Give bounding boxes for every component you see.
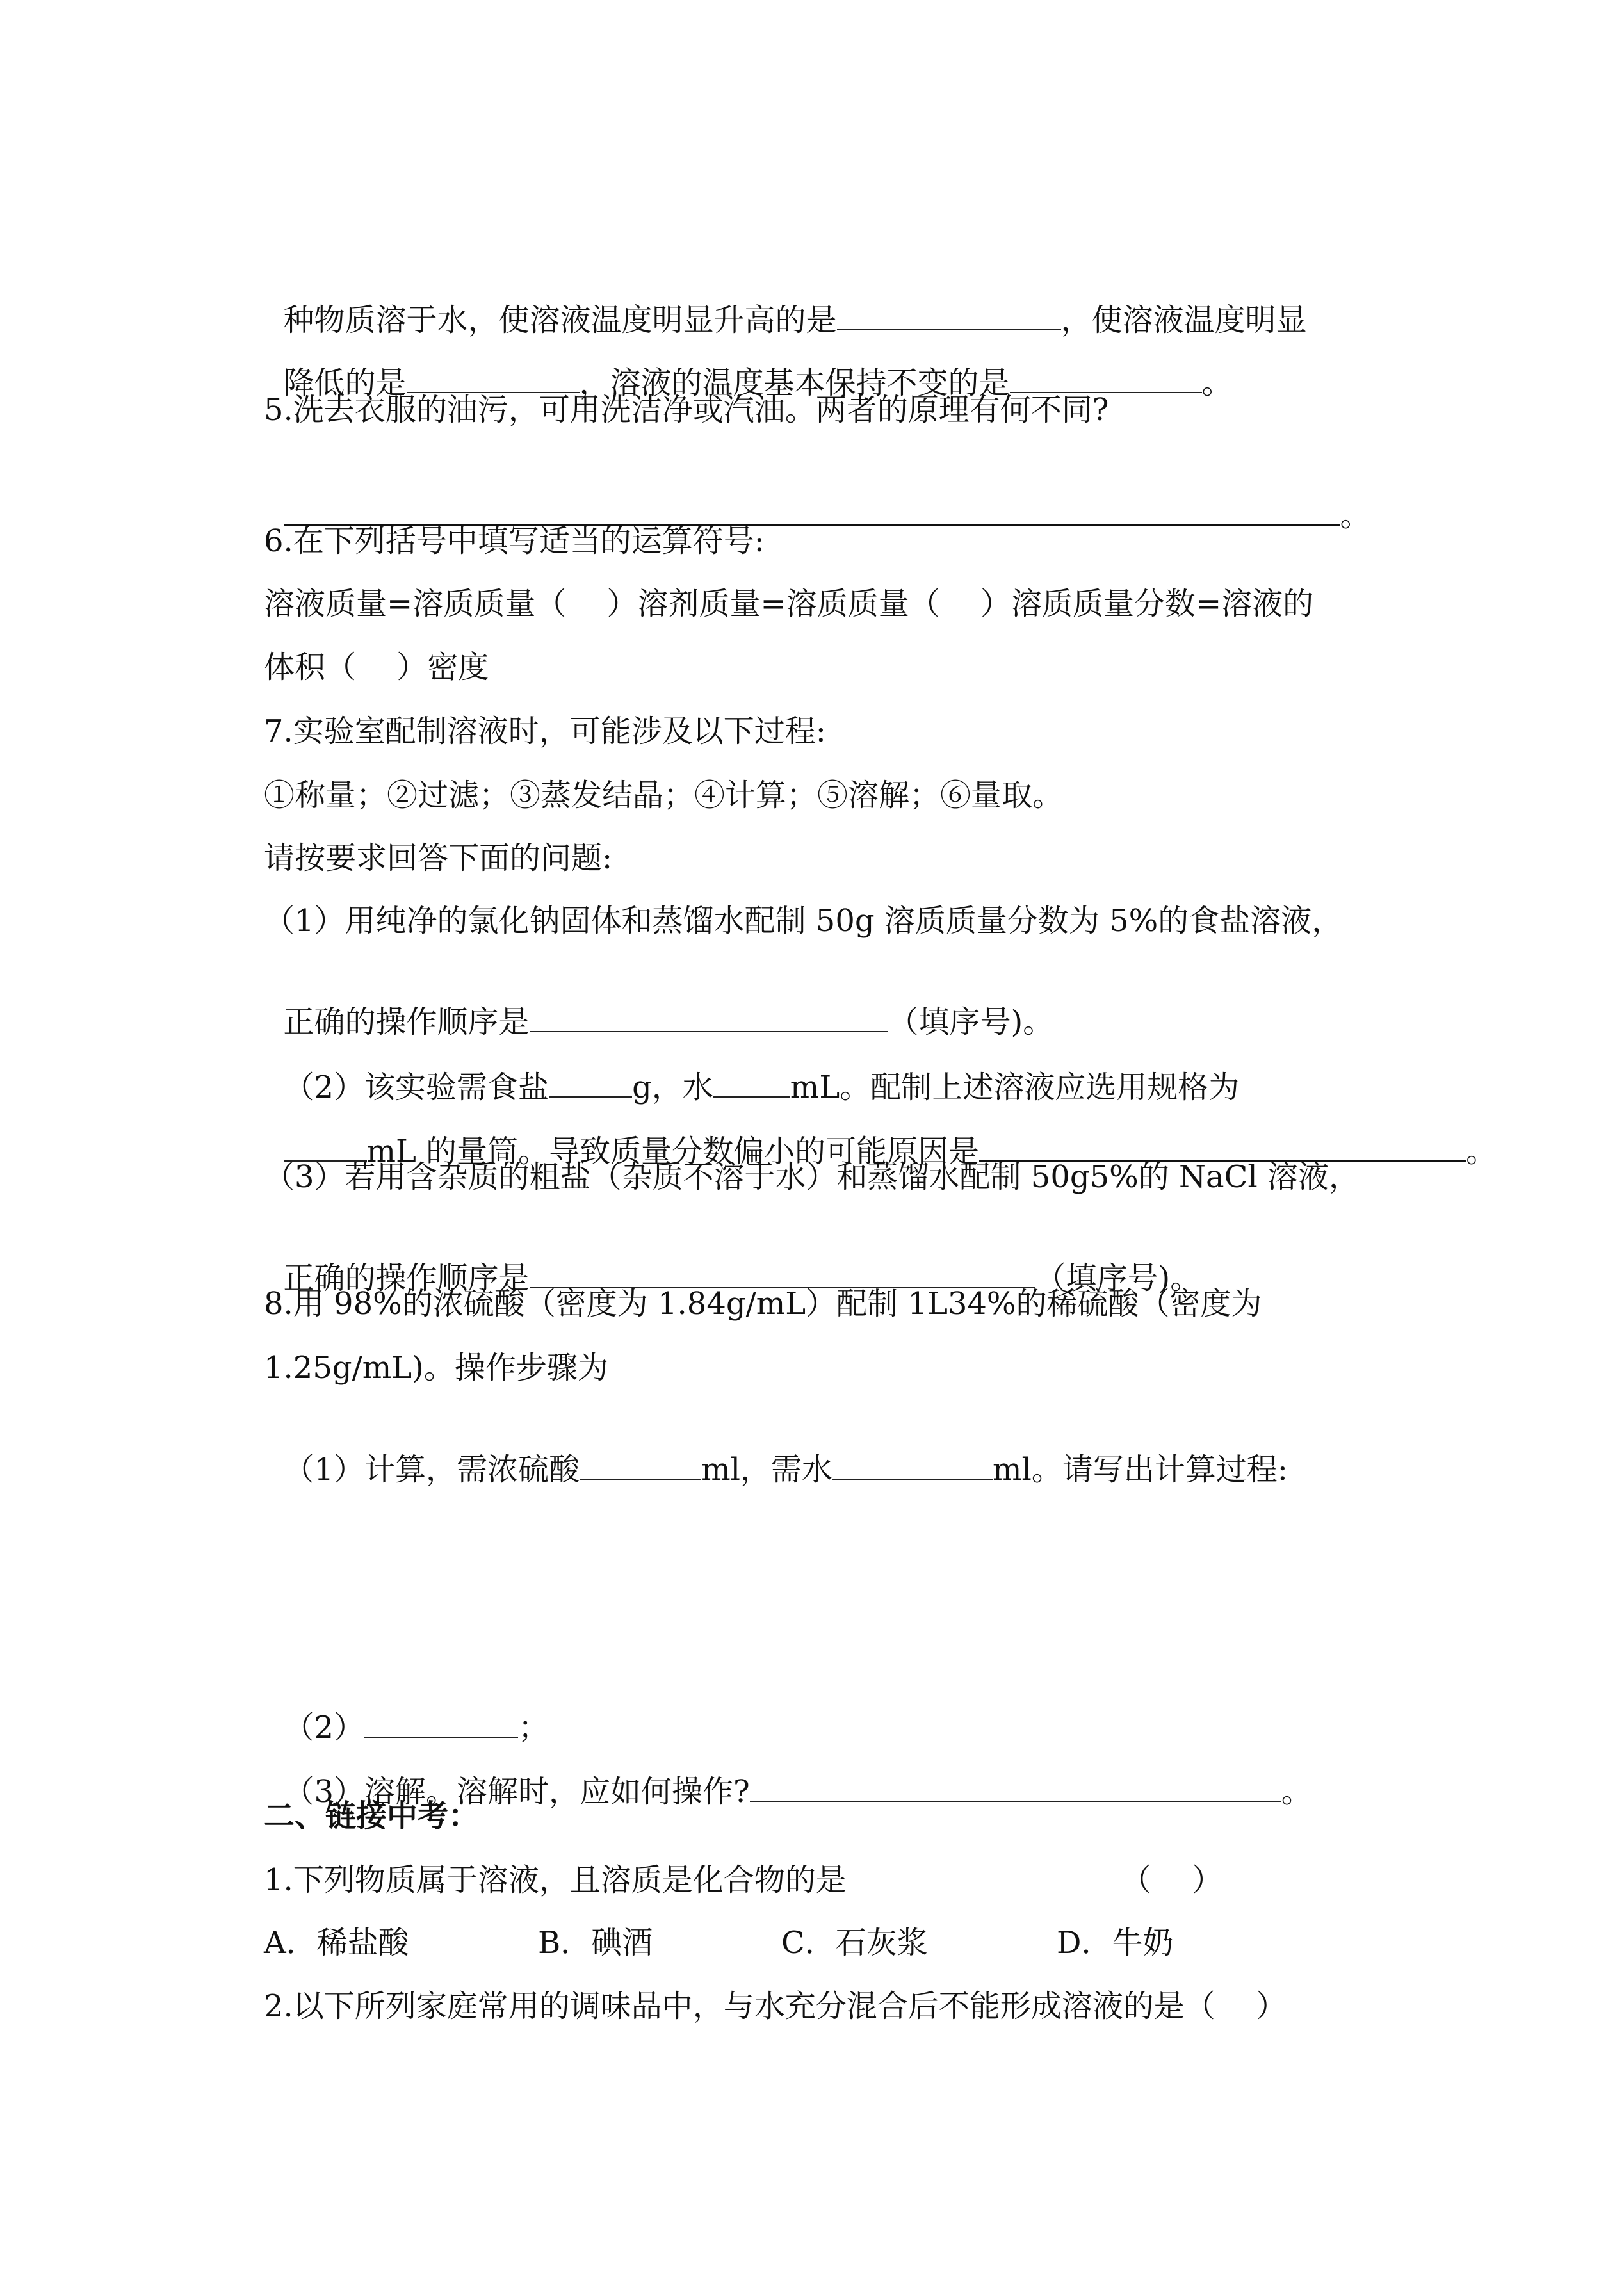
section2-q2: 2.以下所列家庭常用的调味品中，与水充分混合后不能形成溶液的是（ ） — [264, 1988, 1287, 2024]
q8-part1 — [264, 1412, 1288, 1489]
q8-part3-text: （3）溶解。溶解时，应如何操作? — [283, 1774, 750, 1810]
q4-text-b: ，使溶液温度明显 — [1060, 302, 1307, 338]
q7-part2-text-c: mL。配制上述溶液应选用规格为 — [790, 1069, 1240, 1105]
q7-part2-text-d: mL 的量筒。导致质量分数偏小的可能原因是 — [366, 1133, 980, 1169]
q6-line-2: 体积（ ）密度 — [264, 649, 489, 685]
q7-part1-end: （填序号)。 — [888, 1004, 1054, 1040]
q8-water-blank[interactable] — [832, 1453, 993, 1480]
q5-end: 。 — [1340, 498, 1371, 533]
q7-part3-text: 正确的操作顺序是 — [283, 1260, 530, 1296]
q7-question: 7.实验室配制溶液时，可能涉及以下过程: — [264, 713, 826, 749]
q7-part1-line1: （1）用纯净的氯化钠固体和蒸馏水配制 50g 溶质质量分数为 5%的食盐溶液， — [264, 903, 1343, 939]
section2-q1-option-c[interactable]: C．石灰浆 — [781, 1925, 928, 1961]
q8-line-2: 1.25g/mL)。操作步骤为 — [264, 1350, 608, 1386]
q8-part1-text-b: ml，需水 — [701, 1452, 832, 1488]
q6-line-1: 溶液质量=溶质质量（ ）溶剂质量=溶质质量（ ）溶质质量分数=溶液的 — [264, 586, 1314, 622]
q8-part2-text: （2） — [283, 1710, 365, 1746]
q8-part1-text-c: ml。请写出计算过程: — [992, 1452, 1288, 1488]
section2-q1: 1.下列物质属于溶液，且溶质是化合物的是 — [264, 1862, 847, 1898]
q8-dissolve-blank[interactable] — [750, 1775, 1281, 1802]
section2-q1-option-a[interactable]: A．稀盐酸 — [264, 1925, 409, 1961]
q4-blank-constant[interactable] — [1010, 366, 1202, 393]
q8-part2-end: ； — [518, 1710, 549, 1746]
q8-acid-blank[interactable] — [580, 1453, 701, 1480]
q7-part2-text-b: g，水 — [632, 1069, 713, 1105]
q8-line-1: 8.用 98%的浓硫酸（密度为 1.84g/mL）配制 1L34%的稀硫酸（密度为 — [264, 1286, 1262, 1322]
q4-text-e: 。 — [1201, 365, 1233, 401]
q8-part3-end: 。 — [1281, 1774, 1312, 1810]
section2-q1-answer-paren[interactable]: （ ） — [1121, 1862, 1223, 1898]
q6-question: 6.在下列括号中填写适当的运算符号: — [264, 523, 765, 559]
section2-q1-option-b[interactable]: B．碘酒 — [538, 1925, 653, 1961]
q7-part1-text: 正确的操作顺序是 — [283, 1004, 530, 1040]
q7-part3-end: （填序号)。 — [1035, 1260, 1201, 1296]
q4-blank-cool[interactable] — [407, 366, 580, 393]
q4-text-d: ，溶液的温度基本保持不变的是 — [579, 365, 1010, 401]
q7-part2-text-a: （2）该实验需食盐 — [283, 1069, 549, 1105]
q7-part3-line1: （3）若用含杂质的粗盐（杂质不溶于水）和蒸馏水配制 50g5%的 NaCl 溶液， — [264, 1159, 1360, 1195]
q5-question: 5.洗去衣服的油污，可用洗洁净或汽油。两者的原理有何不同? — [264, 392, 1109, 428]
q7-part2-end: 。 — [1466, 1133, 1497, 1169]
q4-text-c: 降低的是 — [283, 365, 407, 401]
section2-q1-option-d[interactable]: D．牛奶 — [1057, 1925, 1174, 1961]
q7-part1-blank[interactable] — [530, 1005, 888, 1032]
q8-part1-text-a: （1）计算，需浓硫酸 — [283, 1452, 580, 1488]
q7-prompt: 请按要求回答下面的问题: — [264, 840, 613, 876]
q4-text-a: 种物质溶于水，使溶液温度明显升高的是 — [283, 302, 837, 338]
q7-steps: ①称量；②过滤；③蒸发结晶；④计算；⑤溶解；⑥量取。 — [264, 777, 1064, 813]
section2-title: 二、链接中考： — [264, 1798, 480, 1834]
